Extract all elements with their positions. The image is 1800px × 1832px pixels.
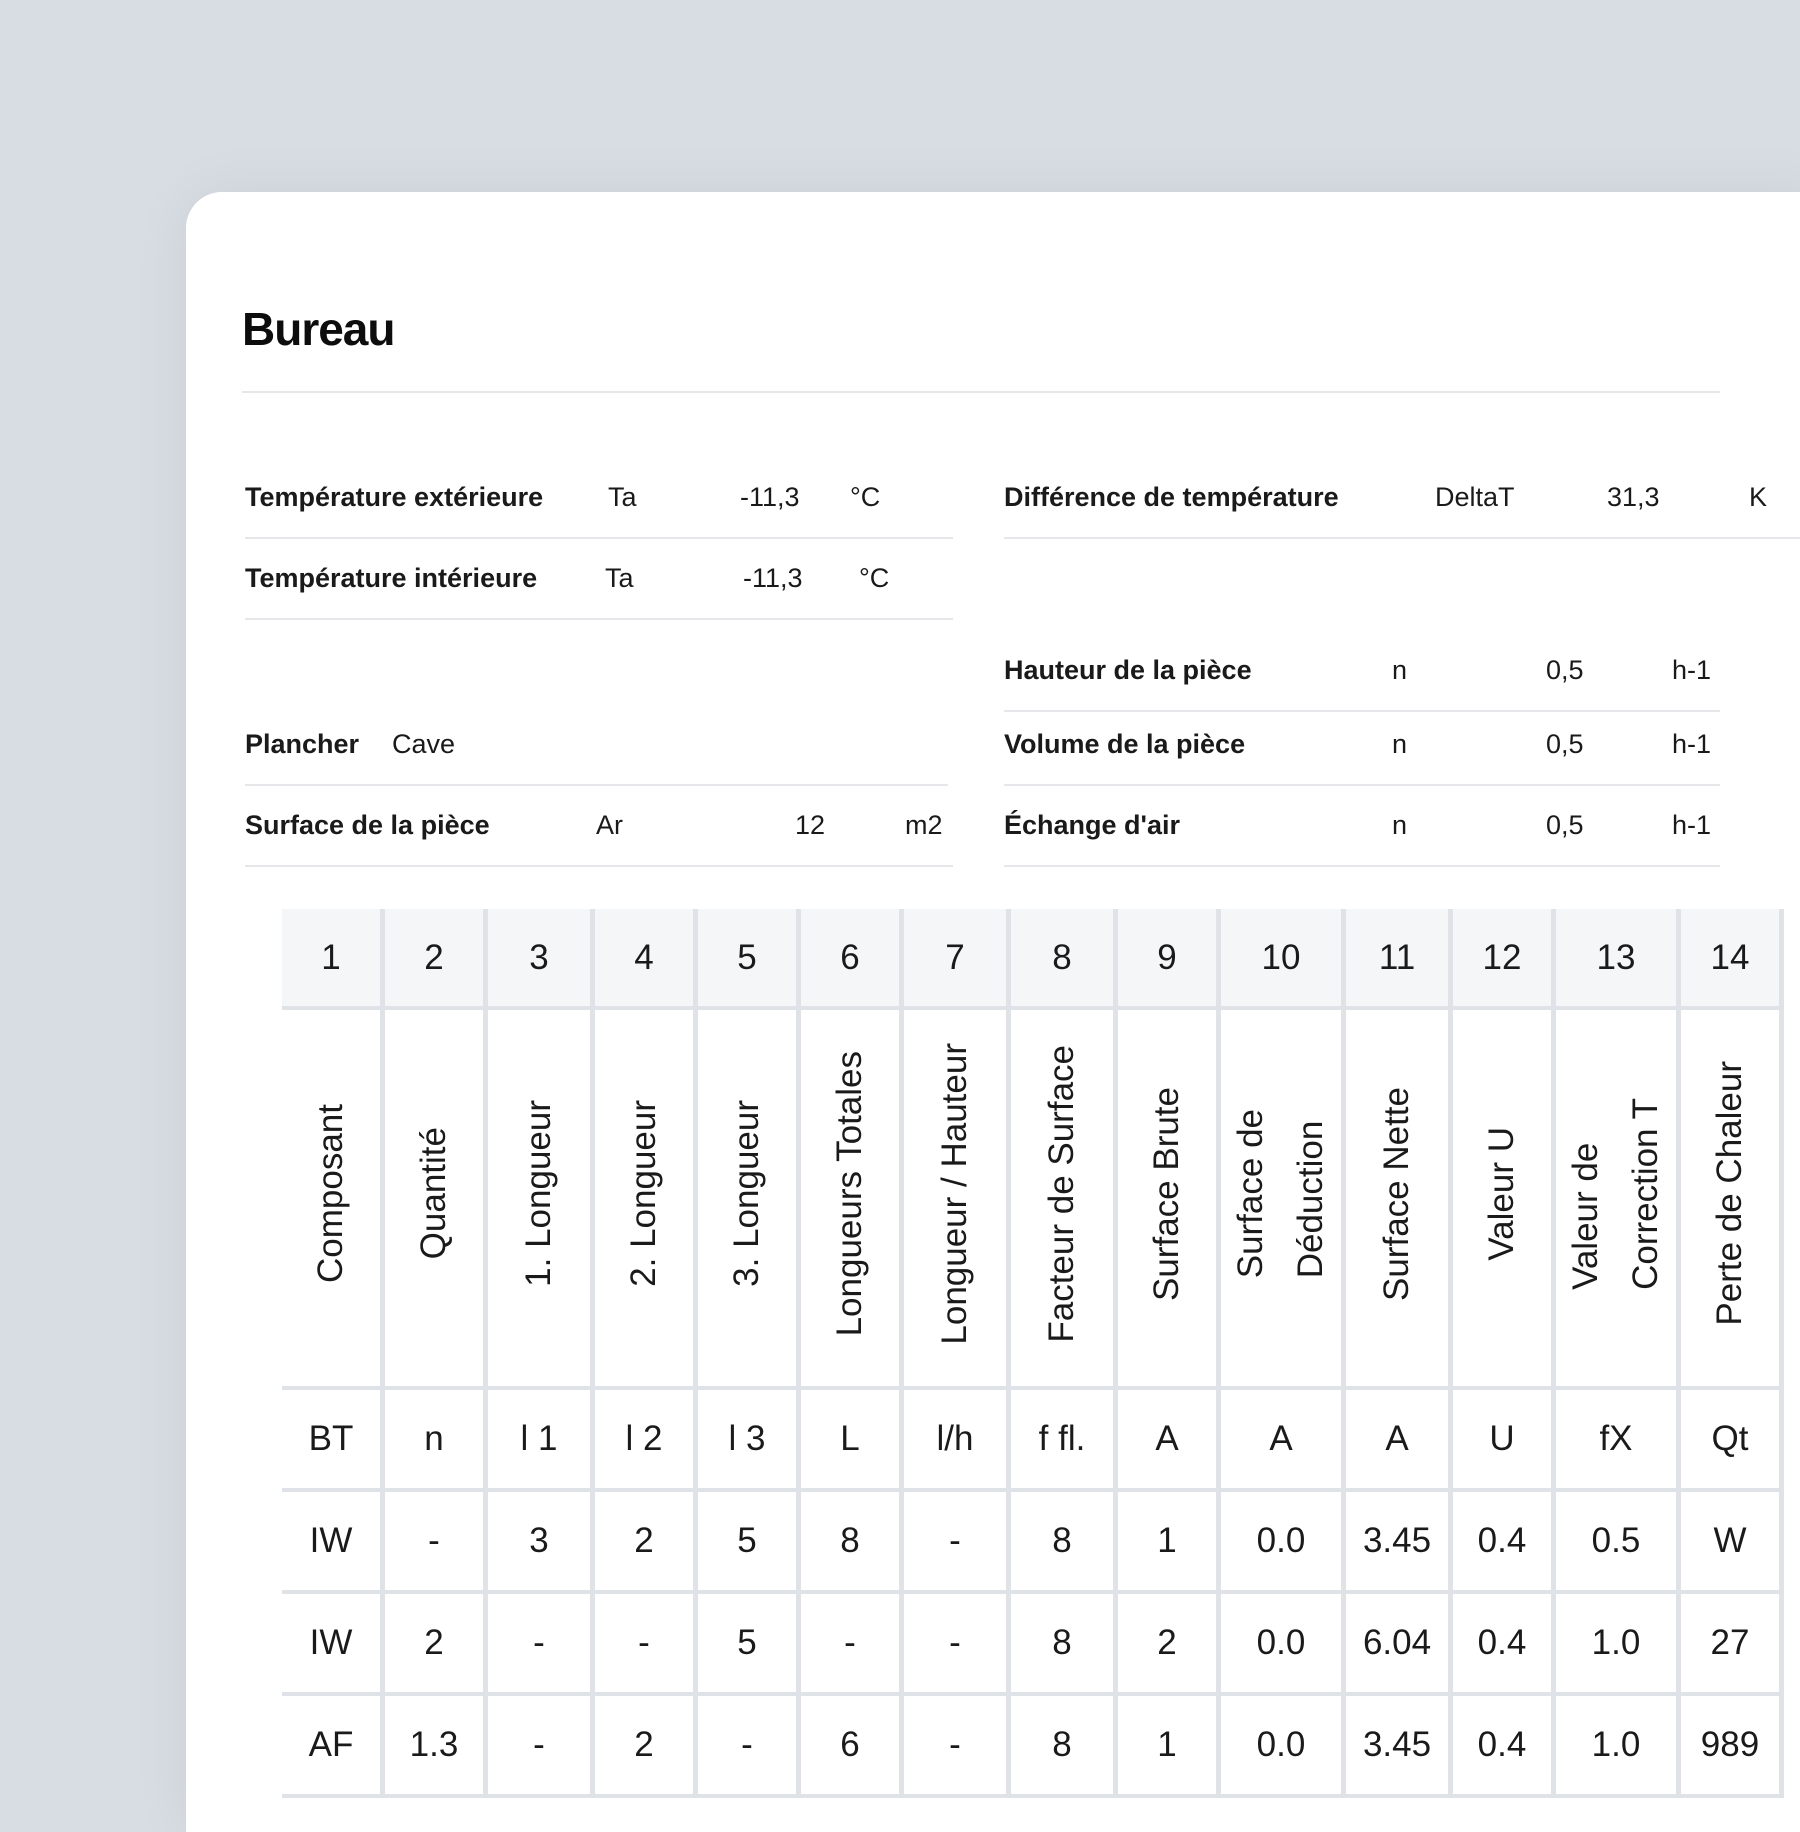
table-cell: 27	[1681, 1594, 1784, 1696]
column-header-cell	[282, 1010, 385, 1390]
column-header-label: 3. Longueur	[727, 1100, 766, 1287]
air-exchange-unit: h-1	[1672, 810, 1712, 840]
column-number-cell: 4	[595, 909, 698, 1010]
outside-temperature-symbol: Ta	[608, 482, 637, 512]
table-cell: -	[595, 1594, 698, 1696]
column-number-cell: 8	[1011, 909, 1118, 1010]
table-cell: 8	[1011, 1492, 1118, 1594]
column-header-label: Valeur de Correction T	[1566, 1097, 1665, 1290]
air-exchange-symbol: n	[1392, 810, 1408, 840]
table-cell: L	[801, 1390, 904, 1492]
column-number-cell: 2	[385, 909, 488, 1010]
table-cell: 1.3	[385, 1696, 488, 1798]
table-cell: W	[1681, 1492, 1784, 1594]
table-cell: 3	[488, 1492, 595, 1594]
title-divider	[242, 391, 1720, 393]
column-header-label: 1. Longueur	[519, 1100, 558, 1287]
table-cell: 2	[1118, 1594, 1221, 1696]
table-cell: 0.4	[1453, 1696, 1556, 1798]
table-cell: f fl.	[1011, 1390, 1118, 1492]
table-cell: 0.0	[1221, 1594, 1346, 1696]
column-number-cell: 12	[1453, 909, 1556, 1010]
column-header-label: Quantité	[414, 1127, 453, 1260]
column-header-cell	[1453, 1010, 1556, 1390]
table-cell: -	[385, 1492, 488, 1594]
column-number-row	[282, 909, 1784, 1010]
table-cell: n	[385, 1390, 488, 1492]
column-header-cell	[801, 1010, 904, 1390]
table-cell: -	[488, 1594, 595, 1696]
room-height-unit: h-1	[1672, 655, 1712, 685]
room-height-label: Hauteur de la pièce	[1004, 655, 1252, 685]
table-cell: IW	[282, 1492, 385, 1594]
column-header-cell	[1556, 1010, 1681, 1390]
table-cell: 3.45	[1346, 1696, 1453, 1798]
table-cell: 6	[801, 1696, 904, 1798]
inside-temperature-label: Température intérieure	[245, 563, 538, 593]
room-area-label: Surface de la pièce	[245, 810, 490, 840]
column-number-cell: 6	[801, 909, 904, 1010]
column-header-cell	[488, 1010, 595, 1390]
table-cell: -	[904, 1594, 1011, 1696]
table-cell: 5	[698, 1492, 801, 1594]
table-cell: U	[1453, 1390, 1556, 1492]
room-volume-label: Volume de la pièce	[1004, 729, 1246, 759]
table-cell: A	[1118, 1390, 1221, 1492]
floor-row	[245, 704, 948, 786]
column-header-label: Perte de Chaleur	[1710, 1061, 1749, 1326]
table-cell: 0.4	[1453, 1492, 1556, 1594]
column-number-cell: 11	[1346, 909, 1453, 1010]
heat-loss-table	[282, 909, 1784, 1798]
table-cell: AF	[282, 1696, 385, 1798]
column-header-label: Surface Brute	[1147, 1086, 1186, 1301]
column-header-cell	[1118, 1010, 1221, 1390]
table-row	[282, 1390, 1784, 1492]
column-header-cell	[698, 1010, 801, 1390]
table-cell: l 3	[698, 1390, 801, 1492]
table-cell: 8	[1011, 1696, 1118, 1798]
outside-temperature-label: Température extérieure	[245, 482, 544, 512]
column-header-label: Surface de Déduction	[1231, 1108, 1330, 1279]
table-cell: BT	[282, 1390, 385, 1492]
table-cell: 1	[1118, 1492, 1221, 1594]
table-cell: 1	[1118, 1696, 1221, 1798]
column-number-cell: 14	[1681, 909, 1784, 1010]
table-cell: -	[801, 1594, 904, 1696]
column-header-label: Valeur U	[1482, 1126, 1521, 1261]
room-height-symbol: n	[1392, 655, 1408, 685]
table-cell: fX	[1556, 1390, 1681, 1492]
temperature-difference-row	[1004, 457, 1800, 539]
table-cell: l 1	[488, 1390, 595, 1492]
room-area-symbol: Ar	[596, 810, 623, 840]
room-volume-row	[1004, 704, 1720, 786]
table-cell: 5	[698, 1594, 801, 1696]
table-cell: 8	[801, 1492, 904, 1594]
room-volume-symbol: n	[1392, 729, 1408, 759]
column-number-cell: 13	[1556, 909, 1681, 1010]
column-header-label: 2. Longueur	[624, 1100, 663, 1287]
page-title: Bureau	[242, 303, 395, 355]
column-header-label: Composant	[311, 1104, 350, 1283]
column-header-label: Surface Nette	[1377, 1086, 1416, 1301]
air-exchange-row	[1004, 785, 1720, 867]
table-cell: A	[1346, 1390, 1453, 1492]
column-header-cell	[904, 1010, 1011, 1390]
column-number-cell: 1	[282, 909, 385, 1010]
room-volume-unit: h-1	[1672, 729, 1712, 759]
table-cell: IW	[282, 1594, 385, 1696]
table-row	[282, 1696, 1784, 1798]
table-row	[282, 1492, 1784, 1594]
outside-temperature-unit: °C	[850, 482, 881, 512]
floor-label: Plancher	[245, 729, 360, 759]
inside-temperature-symbol: Ta	[605, 563, 634, 593]
table-cell: 989	[1681, 1696, 1784, 1798]
floor-value: Cave	[392, 729, 456, 759]
table-cell: 0.5	[1556, 1492, 1681, 1594]
column-number-cell: 3	[488, 909, 595, 1010]
temperature-difference-value: 31,3	[1607, 482, 1660, 512]
table-cell: Qt	[1681, 1390, 1784, 1492]
column-header-label: Facteur de Surface	[1042, 1044, 1081, 1343]
table-cell: 2	[595, 1492, 698, 1594]
table-cell: 3.45	[1346, 1492, 1453, 1594]
temperature-difference-symbol: DeltaT	[1435, 482, 1515, 512]
column-number-cell: 9	[1118, 909, 1221, 1010]
column-number-cell: 10	[1221, 909, 1346, 1010]
column-header-cell	[1011, 1010, 1118, 1390]
table-cell: -	[904, 1696, 1011, 1798]
air-exchange-label: Échange d'air	[1004, 810, 1180, 840]
inside-temperature-row	[245, 538, 953, 620]
table-cell: 2	[595, 1696, 698, 1798]
table-row	[282, 1594, 1784, 1696]
heat-loss-table-wrapper	[282, 909, 1784, 1798]
table-cell: 0.0	[1221, 1696, 1346, 1798]
room-area-value: 12	[795, 810, 826, 840]
table-cell: 1.0	[1556, 1594, 1681, 1696]
column-header-cell	[1681, 1010, 1784, 1390]
outside-temperature-row	[245, 457, 953, 539]
room-volume-value: 0,5	[1546, 729, 1584, 759]
table-cell: -	[904, 1492, 1011, 1594]
temperature-difference-label: Différence de température	[1004, 482, 1339, 512]
table-cell: 0.0	[1221, 1492, 1346, 1594]
table-cell: -	[698, 1696, 801, 1798]
table-cell: 2	[385, 1594, 488, 1696]
table-cell: 8	[1011, 1594, 1118, 1696]
table-cell: l/h	[904, 1390, 1011, 1492]
table-cell: A	[1221, 1390, 1346, 1492]
room-area-row	[245, 785, 953, 867]
table-cell: l 2	[595, 1390, 698, 1492]
table-cell: 1.0	[1556, 1696, 1681, 1798]
column-header-cell	[595, 1010, 698, 1390]
column-header-label: Longueurs Totales	[830, 1050, 869, 1337]
room-height-row	[1004, 630, 1720, 712]
inside-temperature-unit: °C	[859, 563, 890, 593]
room-area-unit: m2	[905, 810, 943, 840]
air-exchange-value: 0,5	[1546, 810, 1584, 840]
table-cell: 6.04	[1346, 1594, 1453, 1696]
column-header-cell	[1221, 1010, 1346, 1390]
column-number-cell: 5	[698, 909, 801, 1010]
table-cell: -	[488, 1696, 595, 1798]
column-header-cell	[385, 1010, 488, 1390]
outside-temperature-value: -11,3	[740, 482, 800, 512]
room-height-value: 0,5	[1546, 655, 1584, 685]
table-cell: 0.4	[1453, 1594, 1556, 1696]
inside-temperature-value: -11,3	[743, 563, 803, 593]
column-header-row	[282, 1010, 1784, 1390]
column-header-label: Longueur / Hauteur	[935, 1042, 974, 1345]
column-header-cell	[1346, 1010, 1453, 1390]
column-number-cell: 7	[904, 909, 1011, 1010]
temperature-difference-unit: K	[1749, 482, 1768, 512]
